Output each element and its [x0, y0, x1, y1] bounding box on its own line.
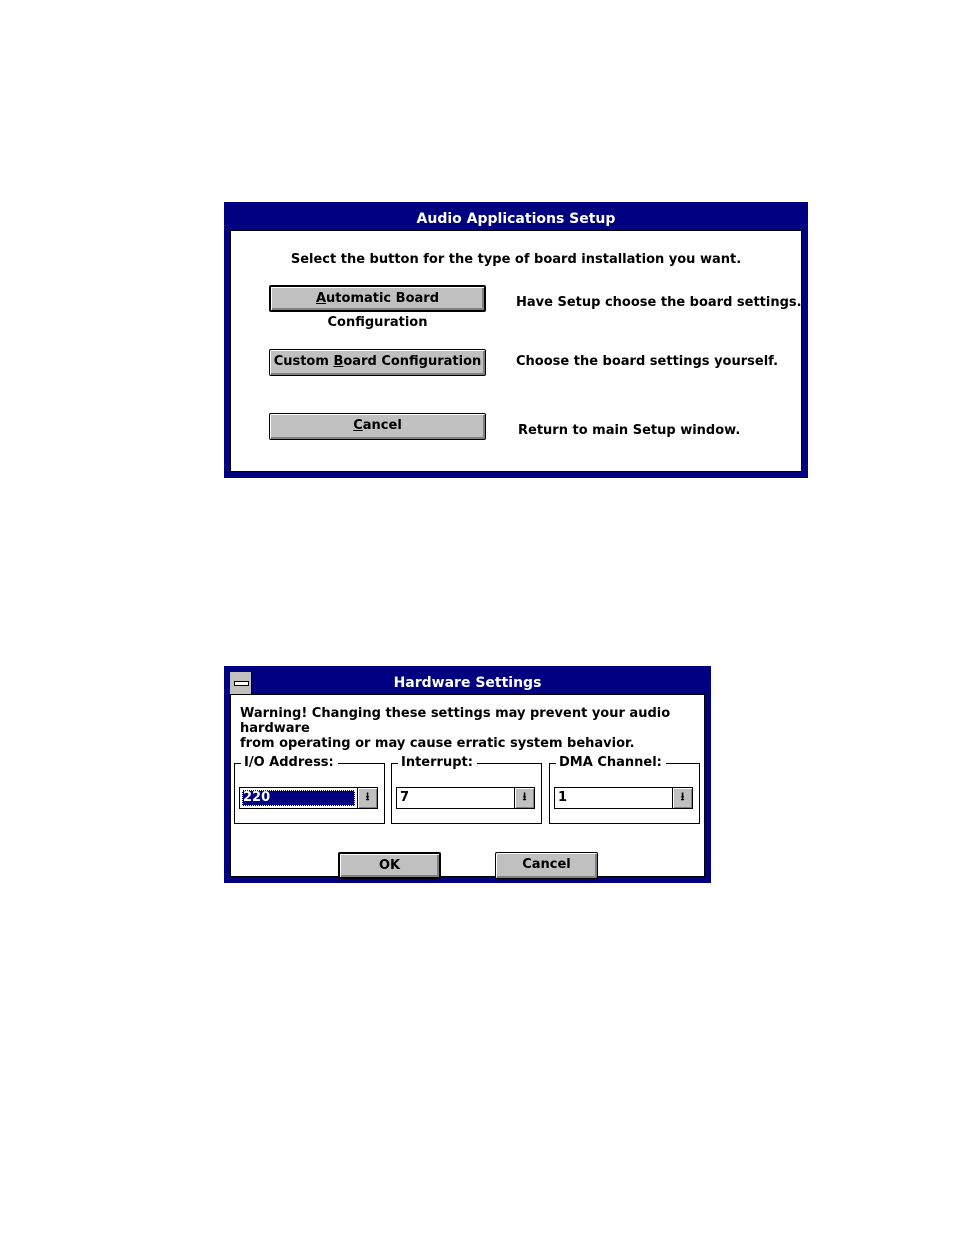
io-address-label: I/O Address: — [241, 755, 338, 771]
dma-channel-dropdown[interactable] — [554, 787, 693, 809]
dma-channel-label: DMA Channel: — [556, 755, 666, 771]
cancel-button-label: ancel — [362, 418, 402, 433]
warning-line-2: from operating or may cause erratic system behavior. — [240, 736, 635, 751]
system-menu-icon[interactable] — [230, 672, 252, 694]
cancel-button-mnemonic: C — [353, 418, 363, 433]
dropdown-arrow-icon[interactable]: ⭳ — [514, 788, 534, 808]
interrupt-dropdown[interactable] — [396, 787, 535, 809]
hardware-cancel-button[interactable]: Cancel — [495, 852, 598, 879]
io-address-dropdown[interactable] — [239, 787, 378, 809]
cancel-description: Return to main Setup window. — [518, 423, 741, 438]
interrupt-label: Interrupt: — [398, 755, 477, 771]
auto-button-label: utomatic Board Configuration — [326, 291, 439, 330]
setup-cancel-button[interactable] — [269, 413, 486, 440]
custom-board-configuration-button[interactable] — [269, 349, 486, 376]
warning-line-1: Warning! Changing these settings may prevent your audio hardware — [240, 706, 671, 736]
hardware-settings-dialog — [224, 666, 711, 883]
audio-setup-title-bar[interactable] — [230, 208, 802, 231]
dropdown-arrow-icon[interactable]: ⭳ — [672, 788, 692, 808]
custom-config-description: Choose the board settings yourself. — [516, 354, 779, 369]
io-address-group — [234, 755, 385, 824]
custom-button-label-pre: Custom — [273, 354, 334, 369]
hardware-settings-title-bar[interactable] — [230, 672, 705, 695]
audio-setup-title: Audio Applications Setup — [416, 211, 616, 227]
hardware-settings-title: Hardware Settings — [393, 675, 542, 691]
dropdown-arrow-icon[interactable]: ⭳ — [357, 788, 377, 808]
custom-button-mnemonic: B — [333, 354, 344, 369]
auto-button-mnemonic: A — [315, 291, 327, 306]
interrupt-group — [391, 755, 542, 824]
custom-button-label-rest: oard Configuration — [343, 354, 482, 369]
audio-setup-dialog — [224, 202, 808, 478]
dma-channel-group — [549, 755, 700, 824]
io-address-value: 220 — [242, 790, 355, 806]
warning-message — [240, 706, 697, 751]
interrupt-value: 7 — [400, 790, 410, 805]
dma-channel-value: 1 — [558, 790, 568, 805]
automatic-board-configuration-button[interactable] — [269, 285, 486, 330]
ok-button[interactable]: OK — [338, 852, 441, 879]
installation-prompt: Select the button for the type of board installation you want. — [290, 252, 742, 267]
automatic-config-description: Have Setup choose the board settings. — [516, 295, 802, 310]
